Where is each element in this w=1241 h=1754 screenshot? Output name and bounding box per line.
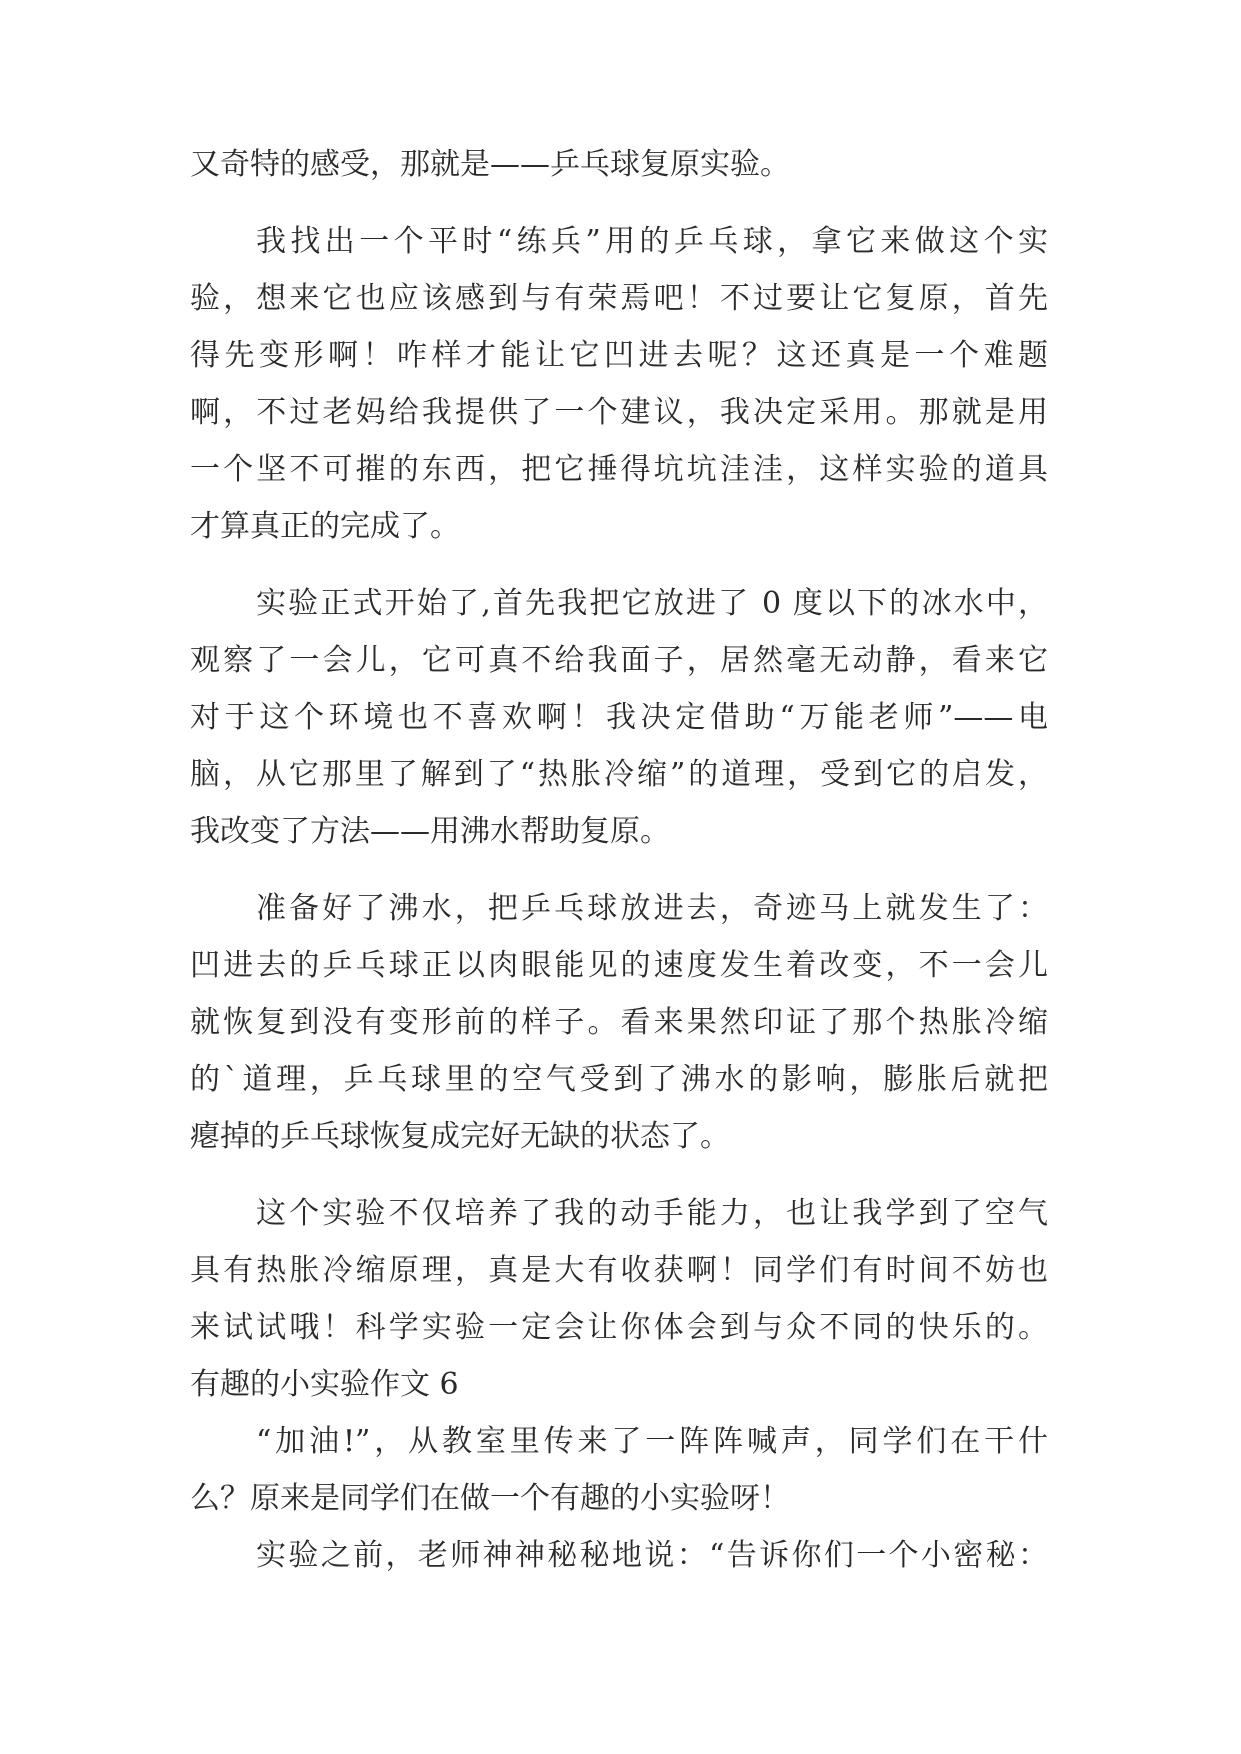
- text-line: 来试试哦！科学实验一定会让你体会到与众不同的快乐的。: [190, 1310, 1048, 1345]
- text-line: 啊，不过老妈给我提供了一个建议，我决定采用。那就是用: [190, 395, 1048, 430]
- text-line: 对于这个环境也不喜欢啊！我决定借助“万能老师”——电: [190, 700, 1048, 735]
- paragraph-first-line: 这个实验不仅培养了我的动手能力，也让我学到了空气: [256, 1196, 1048, 1231]
- text-line: 我改变了方法——用沸水帮助复原。: [190, 814, 670, 849]
- paragraph-first-line: “加油!”，从教室里传来了一阵阵喊声，同学们在干什: [256, 1424, 1048, 1459]
- paragraph-first-line: 实验之前，老师神神秘秘地说：“告诉你们一个小密秘：: [256, 1538, 1048, 1573]
- text-line: 的`道理，乒乓球里的空气受到了沸水的影响，膨胀后就把: [190, 1062, 1048, 1097]
- text-line: 么？原来是同学们在做一个有趣的小实验呀！: [190, 1481, 790, 1516]
- text-line: 凹进去的乒乓球正以肉眼能见的速度发生着改变，不一会儿: [190, 948, 1048, 983]
- text-line: 得先变形啊！咋样才能让它凹进去呢？这还真是一个难题: [190, 338, 1048, 373]
- text-line: 就恢复到没有变形前的样子。看来果然印证了那个热胀冷缩: [190, 1005, 1048, 1040]
- paragraph-first-line: 我找出一个平时“练兵”用的乒乓球，拿它来做这个实: [256, 224, 1048, 259]
- section-heading: 有趣的小实验作文 6: [190, 1367, 459, 1402]
- text-line: 验，想来它也应该感到与有荣焉吧！不过要让它复原，首先: [190, 281, 1048, 316]
- text-line: 瘪掉的乒乓球恢复成完好无缺的状态了。: [190, 1119, 730, 1154]
- text-line: 又奇特的感受，那就是——乒乓球复原实验。: [190, 147, 790, 182]
- paragraph-first-line: 准备好了沸水，把乒乓球放进去，奇迹马上就发生了：: [256, 891, 1048, 926]
- text-line: 脑，从它那里了解到了“热胀冷缩”的道理，受到它的启发，: [190, 757, 1048, 792]
- paragraph-first-line: 实验正式开始了,首先我把它放进了 0 度以下的冰水中，: [256, 586, 1048, 621]
- text-line: 才算真正的完成了。: [190, 509, 460, 544]
- text-line: 观察了一会儿，它可真不给我面子，居然毫无动静，看来它: [190, 643, 1048, 678]
- text-line: 一个坚不可摧的东西，把它捶得坑坑洼洼，这样实验的道具: [190, 452, 1048, 487]
- text-line: 具有热胀冷缩原理，真是大有收获啊！同学们有时间不妨也: [190, 1253, 1048, 1288]
